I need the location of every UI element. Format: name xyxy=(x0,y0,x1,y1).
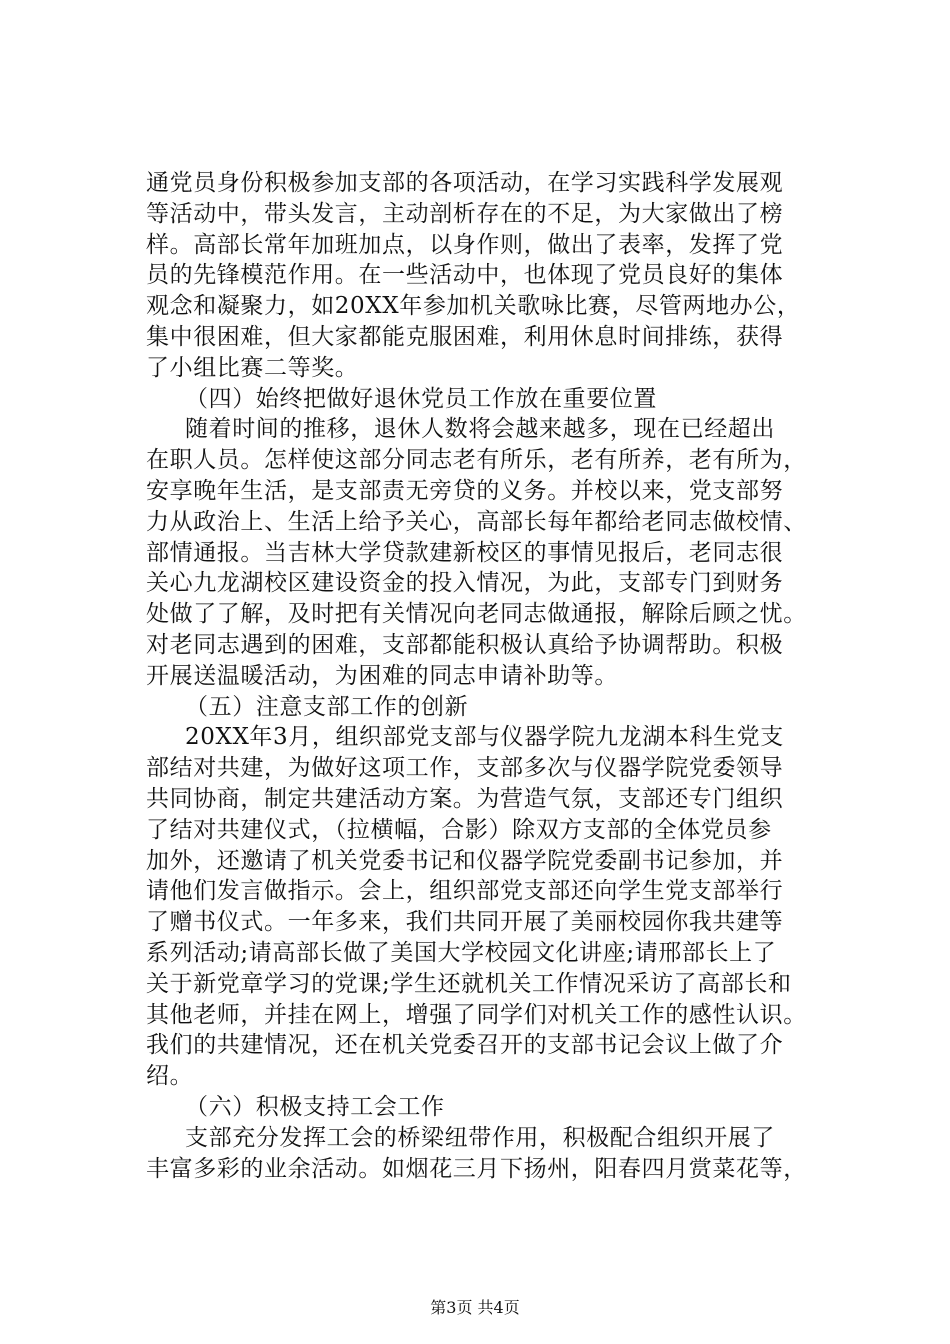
text-line: 在职人员。怎样使这部分同志老有所乐，老有所养，老有所为， xyxy=(146,447,807,474)
text-line: 集中很困难，但大家都能克服困难，利用休息时间排练，获得 xyxy=(146,323,784,350)
text-line: 20XX年3月，组织部党支部与仪器学院九龙湖本科生党支 xyxy=(185,724,784,751)
text-line: 样。高部长常年加班加点，以身作则，做出了表率，发挥了党 xyxy=(146,231,784,258)
text-line: 力从政治上、生活上给予关心，高部长每年都给老同志做校情、 xyxy=(146,508,807,535)
page-footer: 第3页 共4页 xyxy=(430,1298,520,1317)
text-line: 请他们发言做指示。会上，组织部党支部还向学生党支部举行 xyxy=(146,878,784,905)
text-line: 丰富多彩的业余活动。如烟花三月下扬州，阳春四月赏菜花等， xyxy=(146,1155,807,1182)
text-line: 关于新党章学习的党课;学生还就机关工作情况采访了高部长和 xyxy=(146,970,792,997)
text-line: 其他老师，并挂在网上，增强了同学们对机关工作的感性认识。 xyxy=(146,1001,807,1028)
text-line: （六）积极支持工会工作 xyxy=(185,1093,445,1120)
text-line: （四）始终把做好退休党员工作放在重要位置 xyxy=(185,385,657,412)
text-line: 处做了了解，及时把有关情况向老同志做通报，解除后顾之忧。 xyxy=(146,601,807,628)
text-line: 安享晚年生活，是支部责无旁贷的义务。并校以来，党支部努 xyxy=(146,477,784,504)
text-line: 部情通报。当吉林大学贷款建新校区的事情见报后，老同志很 xyxy=(146,539,784,566)
text-line: 加外，还邀请了机关党委书记和仪器学院党委副书记参加，并 xyxy=(146,847,784,874)
text-line: 通党员身份积极参加支部的各项活动，在学习实践科学发展观 xyxy=(146,170,784,196)
text-line: 等活动中，带头发言，主动剖析存在的不足，为大家做出了榜 xyxy=(146,200,784,227)
text-line: 观念和凝聚力，如20XX年参加机关歌咏比赛，尽管两地办公， xyxy=(146,293,801,320)
text-line: 员的先锋模范作用。在一些活动中，也体现了党员良好的集体 xyxy=(146,262,784,289)
text-line: 了小组比赛二等奖。 xyxy=(146,354,359,381)
text-line: 了结对共建仪式，（拉横幅，合影）除双方支部的全体党员参 xyxy=(146,816,772,843)
text-line: 支部充分发挥工会的桥梁纽带作用，积极配合组织开展了 xyxy=(185,1124,775,1151)
document-body xyxy=(146,168,836,1184)
text-line: 对老同志遇到的困难，支部都能积极认真给予协调帮助。积极 xyxy=(146,631,784,658)
text-line: （五）注意支部工作的创新 xyxy=(185,693,469,720)
text-line: 了赠书仪式。一年多来，我们共同开展了美丽校园你我共建等 xyxy=(146,909,784,936)
text-line: 随着时间的推移，退休人数将会越来越多，现在已经超出 xyxy=(185,416,775,443)
text-line: 我们的共建情况，还在机关党委召开的支部书记会议上做了介 xyxy=(146,1032,784,1059)
text-line: 共同协商，制定共建活动方案。为营造气氛，支部还专门组织 xyxy=(146,785,784,812)
text-line: 部结对共建，为做好这项工作，支部多次与仪器学院党委领导 xyxy=(146,755,784,782)
text-line: 开展送温暖活动，为困难的同志申请补助等。 xyxy=(146,662,618,689)
text-line: 关心九龙湖校区建设资金的投入情况，为此，支部专门到财务 xyxy=(146,570,784,597)
text-line: 绍。 xyxy=(146,1063,194,1090)
text-line: 系列活动;请高部长做了美国大学校园文化讲座;请邢部长上了 xyxy=(146,939,777,966)
